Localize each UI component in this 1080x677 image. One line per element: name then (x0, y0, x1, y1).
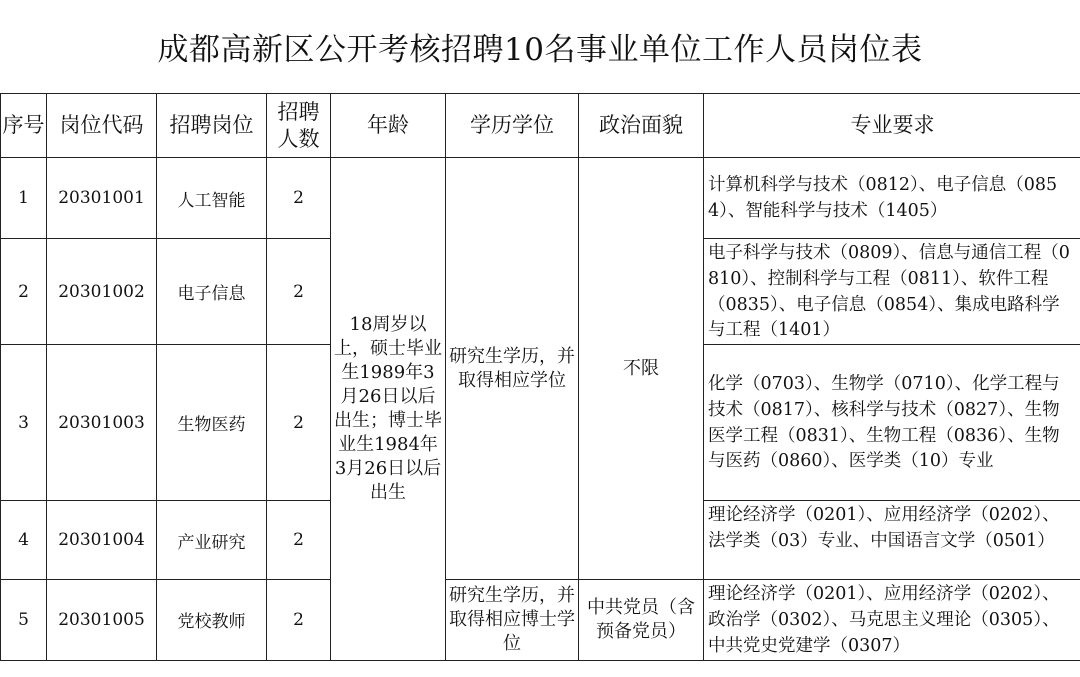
header-count-line1: 招聘 (277, 99, 320, 124)
header-seq: 序号 (1, 94, 47, 158)
row-major: 理论经济学（0201）、应用经济学（0202）、政治学（0302）、马克思主义理论（0305）、中共党史党建学（0307） (704, 580, 1080, 660)
row-seq: 3 (1, 345, 47, 501)
row-position: 产业研究 (157, 501, 267, 580)
education-requirement: 研究生学历，并取得相应学位 (446, 158, 579, 580)
row-code: 20301001 (47, 158, 157, 239)
page-title: 成都高新区公开考核招聘10名事业单位工作人员岗位表 (157, 31, 923, 68)
row-count: 2 (267, 158, 331, 239)
row-position: 生物医药 (157, 345, 267, 501)
header-age: 年龄 (331, 94, 446, 158)
header-row (1, 94, 1080, 158)
age-requirement: 18周岁以上，硕士毕业生1989年3月26日以后出生；博士毕业生1984年3月26日以后出生 (331, 158, 446, 661)
row-count: 2 (267, 580, 331, 660)
header-count-line2: 人数 (277, 126, 320, 151)
header-politics: 政治面貌 (579, 94, 704, 158)
row-code: 20301004 (47, 501, 157, 580)
header-code: 岗位代码 (47, 94, 157, 158)
row-seq: 4 (1, 501, 47, 580)
education-requirement-row5: 研究生学历，并取得相应博士学位 (446, 580, 579, 660)
row-major: 理论经济学（0201）、应用经济学（0202）、法学类（03）专业、中国语言文学（0501） (704, 501, 1080, 580)
position-table (0, 93, 1080, 661)
row-code: 20301002 (47, 239, 157, 345)
row-position: 电子信息 (157, 239, 267, 345)
header-position: 招聘岗位 (157, 94, 267, 158)
row-major: 计算机科学与技术（0812）、电子信息（0854）、智能科学与技术（1405） (704, 158, 1080, 239)
row-position: 党校教师 (157, 580, 267, 660)
row-major: 化学（0703）、生物学（0710）、化学工程与技术（0817）、核科学与技术（0827）、生物医学工程（0831）、生物工程（0836）、生物与医药（0860）、医学类（10）专业 (704, 345, 1080, 501)
row-count: 2 (267, 501, 331, 580)
header-count (267, 94, 331, 158)
row-major: 电子科学与技术（0809）、信息与通信工程（0810）、控制科学与工程（0811）、软件工程（0835）、电子信息（0854）、集成电路科学与工程（1401） (704, 239, 1080, 345)
row-code: 20301005 (47, 580, 157, 660)
politics-requirement: 不限 (579, 158, 704, 580)
row-seq: 2 (1, 239, 47, 345)
politics-requirement-row5: 中共党员（含预备党员） (579, 580, 704, 660)
row-position: 人工智能 (157, 158, 267, 239)
row-count: 2 (267, 345, 331, 501)
table-row (1, 158, 1080, 239)
header-education: 学历学位 (446, 94, 579, 158)
row-code: 20301003 (47, 345, 157, 501)
row-seq: 5 (1, 580, 47, 660)
row-seq: 1 (1, 158, 47, 239)
row-count: 2 (267, 239, 331, 345)
header-major: 专业要求 (704, 94, 1080, 158)
table-row (1, 580, 1080, 660)
